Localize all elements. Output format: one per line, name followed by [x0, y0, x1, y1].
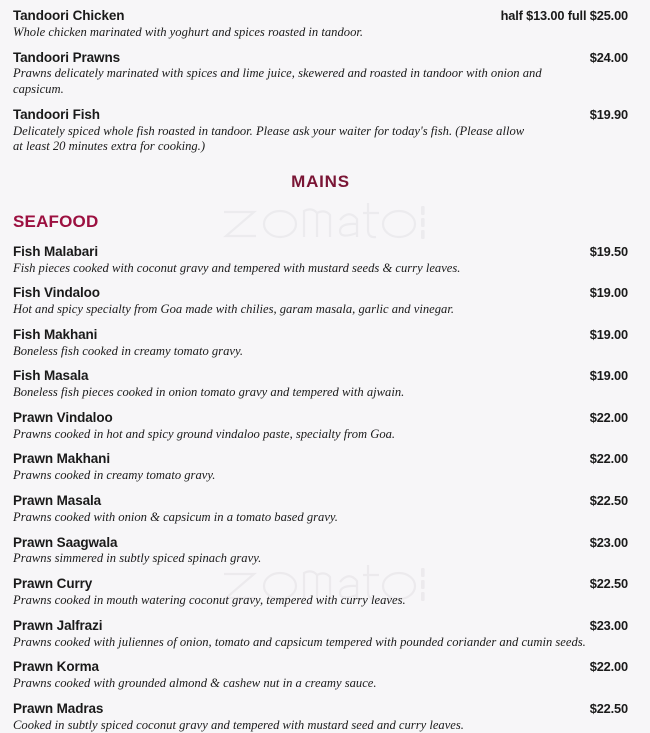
menu-item-name: Prawn Curry: [13, 576, 93, 592]
menu-item-name: Prawn Masala: [13, 493, 102, 508]
seafood-item-list: [13, 244, 628, 733]
menu-item-price: $22.00: [589, 409, 628, 425]
menu-item-header: [13, 451, 628, 467]
menu-item-description: Prawns cooked with juliennes of onion, tomato and capsicum tempered with pounded coriander and cumin seeds.: [13, 634, 586, 649]
menu-item-header: [13, 576, 628, 592]
menu-item: [13, 244, 628, 277]
menu-item: [13, 368, 628, 401]
menu-item-price: $22.50: [589, 700, 628, 716]
menu-item-price: $23.00: [589, 534, 628, 550]
menu-item: [13, 451, 628, 484]
menu-item-name: Fish Malabari: [13, 243, 98, 259]
menu-item: [13, 493, 628, 526]
section-title-mains: MAINS: [291, 171, 350, 191]
menu-item-description: Boneless fish cooked in creamy tomato gravy.: [13, 343, 244, 358]
menu-item: [13, 8, 628, 41]
menu-item-price: $19.00: [589, 285, 628, 301]
menu-item-description: Hot and spicy specialty from Goa made with chilies, garam masala, garlic and vinegar.: [13, 302, 454, 317]
menu-item: [13, 659, 628, 692]
menu-item-price: $22.50: [589, 493, 628, 508]
menu-item-description: Prawns simmered in subtly spiced spinach gravy.: [13, 551, 262, 566]
menu-item-header: [13, 493, 628, 509]
menu-item: [13, 701, 628, 733]
menu-item-name: Prawn Korma: [13, 659, 99, 675]
menu-item-description: Boneless fish pieces cooked in onion tomato gravy and tempered with ajwain.: [13, 385, 405, 400]
menu-item-header: [13, 285, 628, 301]
menu-item-name: Fish Vindaloo: [13, 285, 100, 301]
menu-item-header: [13, 368, 628, 384]
menu-item: [13, 285, 628, 318]
menu-item-price: $23.00: [589, 617, 628, 633]
menu-item: [13, 107, 628, 155]
menu-item-header: [13, 410, 628, 426]
menu-item-name: Prawn Vindaloo: [13, 409, 113, 425]
menu-item-header: [13, 244, 628, 260]
menu-item-description: Prawns cooked with onion & capsicum in a tomato based gravy.: [13, 509, 338, 524]
menu-item: [13, 618, 628, 651]
menu-item-name: Prawn Madras: [13, 700, 104, 716]
menu-item-header: [13, 107, 628, 123]
menu-item-description: Prawns cooked in mouth watering coconut gravy, tempered with curry leaves.: [13, 592, 406, 607]
menu-item-price: $24.00: [589, 49, 628, 65]
menu-item-name: Prawn Makhani: [13, 451, 110, 467]
menu-item-description: Prawns delicately marinated with spices and lime juice, skewered and roasted in tandoor with onion and capsicum.: [13, 66, 542, 97]
menu-item: [13, 535, 628, 568]
menu-item-description: Prawns cooked with grounded almond & cashew nut in a creamy sauce.: [13, 676, 377, 691]
menu-item-header: [13, 618, 628, 634]
menu-item-price: $22.00: [589, 451, 628, 467]
menu-item-header: [13, 535, 628, 551]
menu-item-price: $19.00: [589, 368, 628, 384]
menu-item: [13, 50, 628, 98]
menu-item-description: Cooked in subtly spiced coconut gravy and tempered with mustard seed and curry leaves.: [13, 717, 464, 732]
menu-item-name: Tandoori Chicken: [13, 8, 125, 23]
subsection-title-seafood: SEAFOOD: [13, 211, 99, 231]
menu-item-price: $19.50: [589, 243, 628, 259]
menu-item-header: [13, 50, 628, 66]
menu-item-name: Fish Makhani: [13, 326, 98, 342]
menu-item-header: [13, 659, 628, 675]
menu-item-price: $22.50: [589, 576, 628, 592]
menu-item-price: $22.00: [589, 659, 628, 675]
menu-item-name: Prawn Jalfrazi: [13, 617, 103, 633]
menu-item-header: [13, 8, 628, 24]
menu-item-name: Prawn Saagwala: [13, 534, 118, 550]
menu-item-description: Prawns cooked in creamy tomato gravy.: [13, 468, 216, 483]
menu-item-name: Tandoori Prawns: [13, 49, 121, 65]
menu-item-description: Prawns cooked in hot and spicy ground vindaloo paste, specialty from Goa.: [13, 426, 396, 441]
menu-item: [13, 576, 628, 609]
menu-item-price: $19.00: [589, 326, 628, 342]
menu-item-description: Delicately spiced whole fish roasted in tandoor. Please ask your waiter for today's fish. (Please allow at least 20 minutes extra for cooking.): [13, 123, 525, 154]
menu-item: [13, 327, 628, 360]
menu-item-header: [13, 327, 628, 343]
menu-item-name: Tandoori Fish: [13, 106, 100, 122]
menu-item-price: half $13.00 full $25.00: [500, 8, 628, 23]
menu-item-price: $19.90: [589, 106, 628, 122]
menu-item-description: Whole chicken marinated with yoghurt and spices roasted in tandoor.: [13, 24, 364, 39]
menu-item: [13, 410, 628, 443]
menu-item-description: Fish pieces cooked with coconut gravy and tempered with mustard seeds & curry leaves.: [13, 260, 461, 275]
menu-item-name: Fish Masala: [13, 368, 89, 384]
menu-item-header: [13, 701, 628, 717]
